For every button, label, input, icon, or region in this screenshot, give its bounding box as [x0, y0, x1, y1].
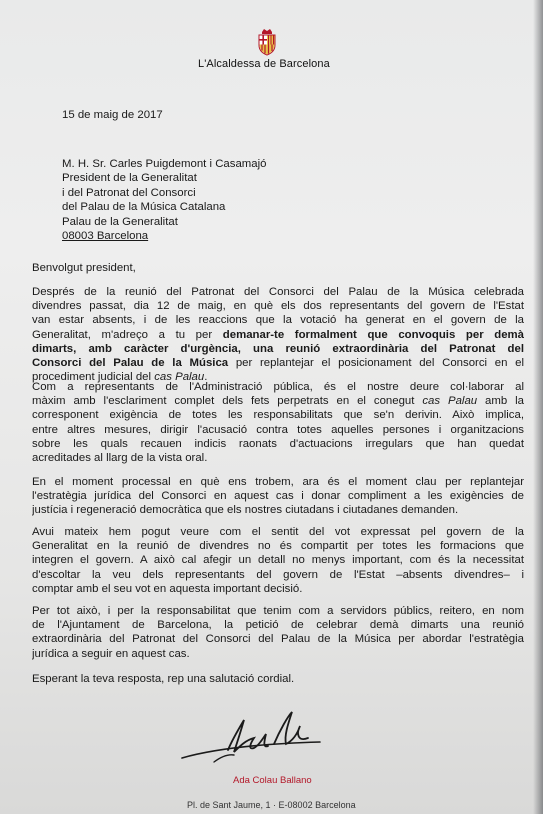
recipient-line: M. H. Sr. Carles Puigdemont i Casamajó	[62, 158, 267, 170]
handwritten-signature	[170, 700, 340, 770]
text-span: .	[204, 371, 208, 384]
paragraph-1	[32, 285, 524, 384]
paragraph-2	[32, 380, 524, 465]
signatory-name: Ada Colau Ballano	[233, 775, 312, 786]
text-line: sobre les quals recauen indicis raonats d'actuacions irregulars que han quedat	[32, 437, 524, 450]
text-line: Avui mateix hem pogut veure com el sentit del vot expressat pel govern de la	[32, 526, 524, 538]
text-span: amb la	[477, 395, 524, 408]
page-edge-shadow	[533, 0, 543, 814]
text-span: procediment judicial del	[32, 371, 155, 384]
text-line: entre altres mesures, dirigir l'acusació contra totes aquelles persones i organitzacions	[32, 423, 524, 436]
text-span: per replantejar el posicionament del Consorci en el	[228, 356, 524, 369]
text-line: d'escoltar la veu dels representants del govern de l'Estat –absents divendres– i	[32, 568, 524, 581]
text-line: l'estratègia jurídica del Consorci en aquest cas i donar compliment a les exigències de	[32, 490, 524, 503]
paragraph-4	[32, 525, 524, 596]
text-line: Després de la reunió del Patronat del Consorci del Palau de la Música celebrada	[32, 286, 524, 298]
text-line: comptar amb el seu vot en aquesta important decisió.	[32, 582, 303, 595]
barcelona-crest-icon	[256, 27, 278, 57]
letter-date: 15 de maig de 2017	[62, 109, 163, 121]
footer-address: Pl. de Sant Jaume, 1 · E-08002 Barcelona	[187, 800, 356, 810]
text-span-bold: demanar-te formalment que convoquis per demà	[222, 328, 524, 341]
text-line: Per tot això, i per la responsabilitat que tenim com a servidors públics, reitero, en nom	[32, 605, 524, 617]
text-line	[32, 394, 524, 408]
text-line: van estar absents, i de les reaccions que la votació ha generat en el govern de la	[32, 314, 524, 327]
text-span: màxim amb l'esclariment complet dels fets perpetrats en el conegut	[32, 395, 423, 408]
paragraph-3	[32, 475, 524, 518]
letterhead-organization: L'Alcaldessa de Barcelona	[198, 58, 330, 70]
recipient-line: President de la Generalitat	[62, 172, 197, 185]
paragraph-5	[32, 604, 524, 661]
text-line: de l'Ajuntament de Barcelona, la petició de celebrar demà dimarts una reunió	[32, 619, 524, 632]
text-line	[32, 356, 524, 370]
text-span-bold: dimarts, amb caràcter d'urgència, una reunió extraordinària del Patronat del	[32, 342, 524, 355]
text-line: Com a representants de l'Administració pública, és el nostre deure col·laborar al	[32, 381, 524, 393]
text-span-italic: cas Palau	[422, 395, 478, 408]
text-line	[32, 342, 524, 356]
closing-line: Esperant la teva resposta, rep una salutació cordial.	[32, 673, 295, 685]
recipient-line: Palau de la Generalitat	[62, 215, 178, 228]
text-line: corresponent exigència de totes les responsabilitats que se'n derivin. Això implica,	[32, 409, 524, 422]
text-line: integren el govern. A això cal afegir un detall no menys important, com és la necessitat	[32, 554, 524, 567]
text-line: justícia i regeneració democràtica que els nostres ciutadans i ciutadanes demanden.	[32, 504, 459, 517]
text-line: extraordinària del Patronat del Consorci del Palau de la Música per abordar l'estratègia	[32, 633, 524, 646]
recipient-address	[62, 157, 266, 243]
recipient-line: i del Patronat del Consorci	[62, 186, 196, 199]
text-line: Generalitat en la reunió de divendres no és compartit per totes les formacions que	[32, 540, 524, 553]
text-span: Generalitat, m'adreço a tu per	[32, 328, 223, 341]
recipient-line: del Palau de la Música Catalana	[62, 201, 226, 214]
text-line: acreditades al llarg de la vista oral.	[32, 451, 208, 464]
text-line: divendres passat, dia 12 de maig, en què els dos representants del govern de l'Estat	[32, 300, 524, 313]
text-span-bold: Consorci del Palau de la Música	[32, 356, 229, 369]
text-span-italic: cas Palau	[154, 371, 205, 384]
salutation: Benvolgut president,	[32, 262, 136, 274]
text-line: En el moment processal en què ens trobem, ara és el moment clau per replantejar	[32, 476, 524, 488]
recipient-line: 08003 Barcelona	[62, 230, 149, 243]
text-line	[32, 328, 524, 342]
text-line: jurídica a seguir en aquest cas.	[32, 647, 190, 660]
